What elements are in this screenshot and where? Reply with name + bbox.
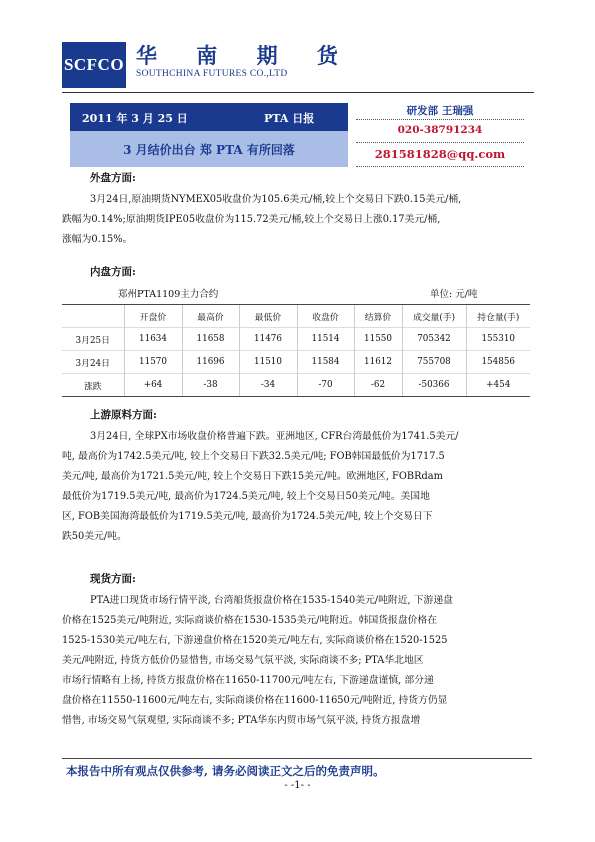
table-cell: 11634 xyxy=(124,328,182,351)
table-header-row xyxy=(62,305,530,328)
table-cell: 11476 xyxy=(239,328,297,351)
company-logo: SCFCO xyxy=(62,42,126,88)
table-row xyxy=(62,351,530,374)
table-cell: -62 xyxy=(354,374,402,397)
table-cell: 11514 xyxy=(297,328,354,351)
column-header: 最高价 xyxy=(182,305,239,328)
text-line: 1525-1530美元/吨左右, 下游递盘价格在1520美元/吨左右, 实际商谈价格在1520-1525 xyxy=(62,635,448,646)
column-header: 开盘价 xyxy=(124,305,182,328)
text-line: 市场行情略有上扬, 持货方报盘价格在11650-11700元/吨左右, 下游递盘谨慎, 部分递 xyxy=(62,675,434,686)
text-line: 3月24日, 全球PX市场收盘价格普遍下跌。亚洲地区, CFR台湾最低价为1741.5美元/ xyxy=(90,431,459,442)
text-line: 跌50美元/吨。 xyxy=(62,531,127,542)
table-cell: -38 xyxy=(182,374,239,397)
table-cell: 11510 xyxy=(239,351,297,374)
author-email[interactable]: 281581828@qq.com xyxy=(374,147,506,161)
text-line: 区, FOB美国海湾最低价为1719.5美元/吨, 最高价为1724.5美元/吨, 较上个交易日下 xyxy=(62,511,433,522)
table-cell: 11584 xyxy=(297,351,354,374)
text-line: PTA进口现货市场行情平淡, 台湾船货报盘价格在1535-1540美元/吨附近, 下游递盘 xyxy=(90,595,453,606)
text-line: 盘价格在11550-11600元/吨左右, 实际商谈价格在11600-11650元/吨附近, 持货方仍显 xyxy=(62,695,448,706)
table-cell: 3月24日 xyxy=(62,351,124,374)
table-cell: +64 xyxy=(124,374,182,397)
text-line: 最低价为1719.5美元/吨, 最高价为1724.5美元/吨, 较上个交易日50美元/吨。美国地 xyxy=(62,491,430,502)
paragraph-outer xyxy=(62,190,532,250)
section-heading-spot: 现货方面: xyxy=(90,573,136,585)
section-heading-outer: 外盘方面: xyxy=(90,172,136,184)
disclaimer: 本报告中所有观点仅供参考, 请务必阅读正文之后的免责声明。 xyxy=(66,764,385,778)
table-row xyxy=(62,374,530,397)
author-dept: 研发部 王瑞强 xyxy=(406,105,474,117)
table-cell: 3月25日 xyxy=(62,328,124,351)
column-header: 结算价 xyxy=(354,305,402,328)
table-row xyxy=(62,328,530,351)
column-header: 持仓量(手) xyxy=(466,305,530,328)
column-header: 成交量(手) xyxy=(402,305,466,328)
table-cell: 11550 xyxy=(354,328,402,351)
header-divider xyxy=(62,92,534,93)
report-date: 2011 年 3 月 25 日 xyxy=(82,112,188,125)
report-type: PTA 日报 xyxy=(264,112,315,125)
paragraph-spot xyxy=(62,591,532,731)
table-cell: -50366 xyxy=(402,374,466,397)
text-line: 吨, 最高价为1742.5美元/吨, 较上个交易日下跌32.5美元/吨; FOB韩国最低价为1717.5 xyxy=(62,451,445,462)
text-line: 3月24日,原油期货NYMEX05收盘价为105.6美元/桶,较上个交易日下跌0.15美元/桶, xyxy=(90,194,462,205)
table-cell: -70 xyxy=(297,374,354,397)
table-cell: 155310 xyxy=(466,328,530,351)
column-header: 收盘价 xyxy=(297,305,354,328)
contact-divider xyxy=(356,119,524,120)
column-header xyxy=(62,305,124,328)
author-phone: 020-38791234 xyxy=(397,124,483,136)
table-unit: 单位: 元/吨 xyxy=(430,289,478,300)
section-heading-inner: 内盘方面: xyxy=(90,266,136,278)
table-caption: 郑州PTA1109主力合约 xyxy=(118,289,219,300)
table-cell: 154856 xyxy=(466,351,530,374)
table-cell: 涨跌 xyxy=(62,374,124,397)
report-headline: 3 月结价出台 郑 PTA 有所回落 xyxy=(70,131,348,167)
paragraph-upstream xyxy=(62,427,532,547)
text-line: 价格在1525美元/吨附近, 实际商谈价格在1530-1535美元/吨附近。韩国货报盘价格在 xyxy=(62,615,438,626)
table-cell: 705342 xyxy=(402,328,466,351)
table-cell: 11658 xyxy=(182,328,239,351)
company-name-cn: 华 南 期 货 xyxy=(136,43,354,68)
table-cell: +454 xyxy=(466,374,530,397)
title-band xyxy=(70,103,348,131)
text-line: 惜售, 市场交易气氛观望, 实际商谈不多; PTA华东内贸市场气氛平淡, 持货方报盘增 xyxy=(62,715,421,726)
text-line: 美元/吨附近, 持货方低价仍显惜售, 市场交易气氛平淡, 实际商谈不多; PTA华北地区 xyxy=(62,655,424,666)
table-cell: 11612 xyxy=(354,351,402,374)
contact-divider xyxy=(356,166,524,167)
table-cell: 11696 xyxy=(182,351,239,374)
contact-divider xyxy=(356,142,524,143)
page-number: - -1- - xyxy=(284,780,311,791)
table-cell: 11570 xyxy=(124,351,182,374)
text-line: 跌幅为0.14%;原油期货IPE05收盘价为115.72美元/桶,较上个交易日上涨0.17美元/桶, xyxy=(62,214,441,225)
company-name-en: SOUTHCHINA FUTURES CO.,LTD xyxy=(136,69,288,79)
price-table xyxy=(62,304,530,397)
text-line: 美元/吨, 最高价为1721.5美元/吨, 较上个交易日下跌15美元/吨。欧洲地区, FOBRdam xyxy=(62,471,443,482)
column-header: 最低价 xyxy=(239,305,297,328)
table-cell: -34 xyxy=(239,374,297,397)
section-heading-upstream: 上游原料方面: xyxy=(90,409,157,421)
table-cell: 755708 xyxy=(402,351,466,374)
footer-divider xyxy=(62,758,532,759)
text-line: 涨幅为0.15%。 xyxy=(62,234,133,245)
